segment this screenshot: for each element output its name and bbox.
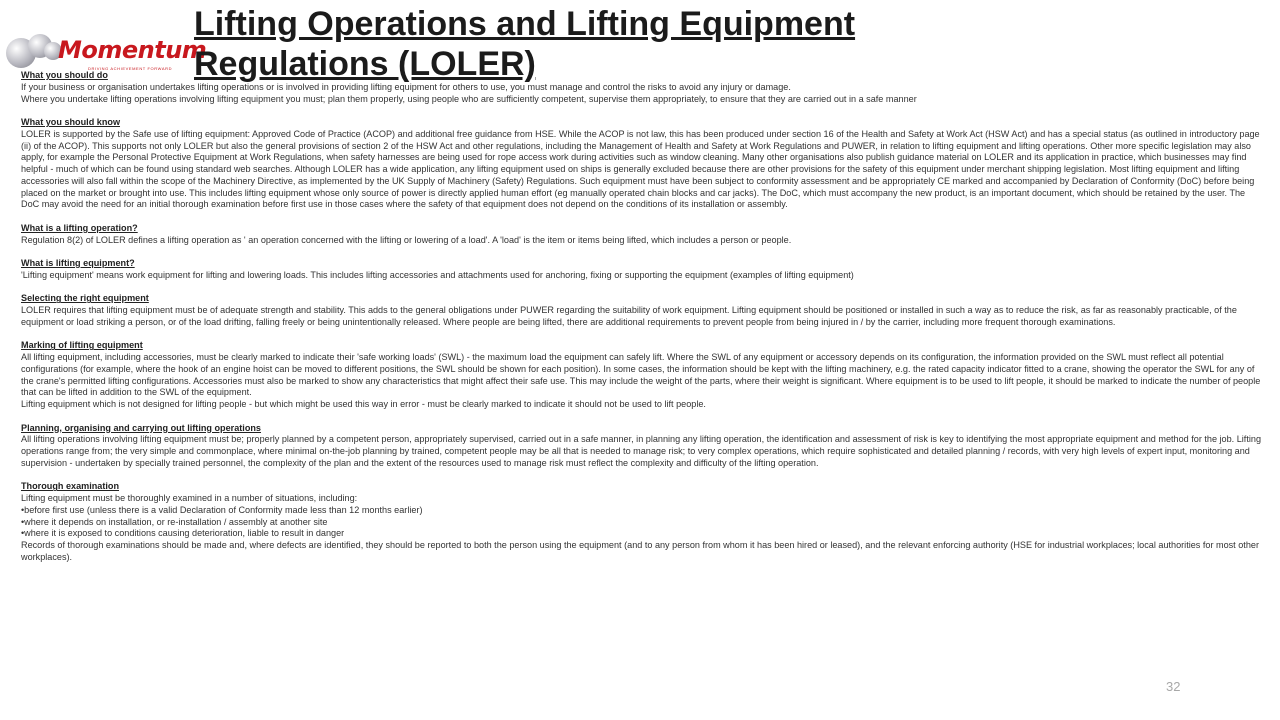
section-paragraph: All lifting equipment, including accessories, must be clearly marked to indicate their 'safe working loads' (SWL) - the maximum load the equipment can safely lift. Where the SWL of any equipment or accessory depends on its configuration, the information provided on the SWL must reflect all potential configurations (for example, where the hook of an engine hoist can be moved to different positions, the SWL should be shown for each position). In some cases, the information should be kept with the lifting machinery, e.g. the rated capacity indicator fitted to a crane, showing the operator the SWL for any of the crane's permitted lifting configurations. Accessories must also be marked to show any characteristics that might affect their safe use. This may include the weight of the parts, where their weight is significant. Where equipment is to be used to lift people, it should be marked to indicate the number of people that can be lifted in addition to the SWL of the equipment. — [21, 352, 1261, 398]
section-selecting-the-right-equipment — [21, 293, 1262, 328]
bullet-item: •where it depends on installation, or re-installation / assembly at another site — [21, 516, 328, 527]
section-paragraph: 'Lifting equipment' means work equipment for lifting and lowering loads. This includes lifting accessories and attachments used for anchoring, fixing or supporting the equipment (examples of lifting equipment) — [21, 269, 854, 280]
logo-tagline: DRIVING ACHIEVEMENT FORWARD — [88, 66, 173, 71]
section-planning-lifting-operations — [21, 423, 1262, 470]
section-paragraph: All lifting operations involving lifting equipment must be; properly planned by a competent person, appropriately supervised, carried out in a safe manner, in planning any lifting operation, the identification and assessment of risk is key to identifying the most appropriate equipment and method for the job. Lifting operations range from; the very simple and commonplace, where minimal on-the-job planning by trained, competent people may be all that is needed to manage risk; to very complex operations, which require sophisticated and detailed planning / records, with very high levels of expert input, monitoring and supervision - undertaken by specially trained personnel, the complexity of the plan and the extent of the resources used to manage risk must reflect the complexity and difficulty of the lifting operation. — [21, 434, 1261, 468]
bullet-item: •where it is exposed to conditions causing deterioration, liable to result in danger — [21, 528, 345, 539]
section-what-you-should-do — [21, 70, 1262, 105]
slide-body — [21, 70, 1262, 575]
section-paragraph: Where you undertake lifting operations involving lifting equipment you must; plan them properly, using people who are sufficiently competent, supervise them appropriately, to ensure that they are carried out in a safe manner — [21, 93, 917, 104]
section-marking-of-lifting-equipment — [21, 340, 1262, 411]
section-what-is-lifting-equipment — [21, 258, 1262, 282]
logo-wordmark: Momentum — [58, 36, 207, 64]
section-heading: What you should do — [21, 70, 108, 80]
page-number: 32 — [1166, 679, 1181, 694]
section-paragraph: Lifting equipment which is not designed for lifting people - but which might be used this way in error - must be clearly marked to indicate it should not be used to lift people. — [21, 399, 706, 409]
section-paragraph: LOLER is supported by the Safe use of lifting equipment: Approved Code of Practice (ACOP) and additional free guidance from HSE. While the ACOP is not law, this has been produced under section 16 of the Health and Safety at Work Act (HSW Act) and has a special status (as outlined in introductory page (ii) of the ACOP). This supports not only LOLER but also the general provisions of section 2 of the HSW Act and other regulations, including the Management of Health and Safety at Work Regulations and PUWER, in relation to lifting equipment and lifting operations. Other more specific legislation may also apply, for example the Personal Protective Equipment at Work Regulations, when safety harnesses are being used for rope access work during activities such as window cleaning. Many other organisations also publish guidance material on LOLER and its application in practice, which businesses may find helpful - much of which can be found using standard web searches. Although LOLER has a wide application, any lifting equipment used on ships is generally excluded because there are other provisions for the safety of this equipment under merchant shipping legislation. Most lifting equipment and lifting accessories will also fall within the scope of the Machinery Directive, as implemented by the UK Supply of Machinery (Safety) Regulations. Such equipment must have been subject to conformity assessment and be appropriately CE marked and accompanied by Declaration of Conformity (DoC) before being placed on the market or brought into use. This includes lifting equipment whose only source of power is directly applied human effort (eg manually operated chain blocks and car jacks). The DoC, which must accompany the new product, is an important document, which should be retained by the user. The DoC may avoid the need for an initial thorough examination before first use in those cases where the safety of that equipment does not depend on the conditions of its installation or assembly. — [21, 128, 1260, 210]
bullet-item: •before first use (unless there is a valid Declaration of Conformity made less than 12 months earlier) — [21, 504, 423, 515]
section-heading: Selecting the right equipment — [21, 293, 149, 304]
section-paragraph: Lifting equipment must be thoroughly examined in a number of situations, including: — [21, 493, 358, 503]
section-heading: What is lifting equipment? — [21, 258, 135, 268]
section-paragraph: LOLER requires that lifting equipment must be of adequate strength and stability. This adds to the general obligations under PUWER regarding the suitability of work equipment. Lifting equipment should be positioned or installed in such a way as to reduce the risk, as far as reasonably practicable, of the equipment or load striking a person, or of the load drifting, falling freely or being unintentionally released. Where people are being lifted, there are additional requirements to prevent people from being injured in / by the carrier, including more frequent thorough examinations. — [21, 305, 1237, 327]
section-heading: What you should know — [21, 117, 121, 127]
section-paragraph: Regulation 8(2) of LOLER defines a lifting operation as ' an operation concerned with the lifting or lowering of a load'. A 'load' is the item or items being lifted, which includes a person or people. — [21, 234, 792, 245]
title-line-2: Regulations (LOLER) — [194, 45, 536, 83]
section-heading: Marking of lifting equipment — [21, 340, 143, 351]
title-line-1: Lifting Operations and Lifting Equipment — [194, 5, 856, 43]
section-paragraph: If your business or organisation undertakes lifting operations or is involved in providing lifting equipment for others to use, you must manage and control the risks to avoid any injury or damage. — [21, 81, 791, 92]
section-heading: What is a lifting operation? — [21, 222, 138, 233]
section-thorough-examination — [21, 481, 1262, 563]
section-what-you-should-know — [21, 117, 1262, 211]
section-what-is-a-lifting-operation — [21, 223, 1262, 247]
section-heading: Planning, organising and carrying out lifting operations — [21, 422, 261, 433]
section-paragraph: Records of thorough examinations should be made and, where defects are identified, they should be reported to both the person using the equipment (and to any person from whom it has been hired or leased), and the relevant enforcing authority (HSE for industrial workplaces; local authorities for most other workplaces). — [21, 540, 1259, 562]
section-heading: Thorough examination — [21, 481, 120, 492]
